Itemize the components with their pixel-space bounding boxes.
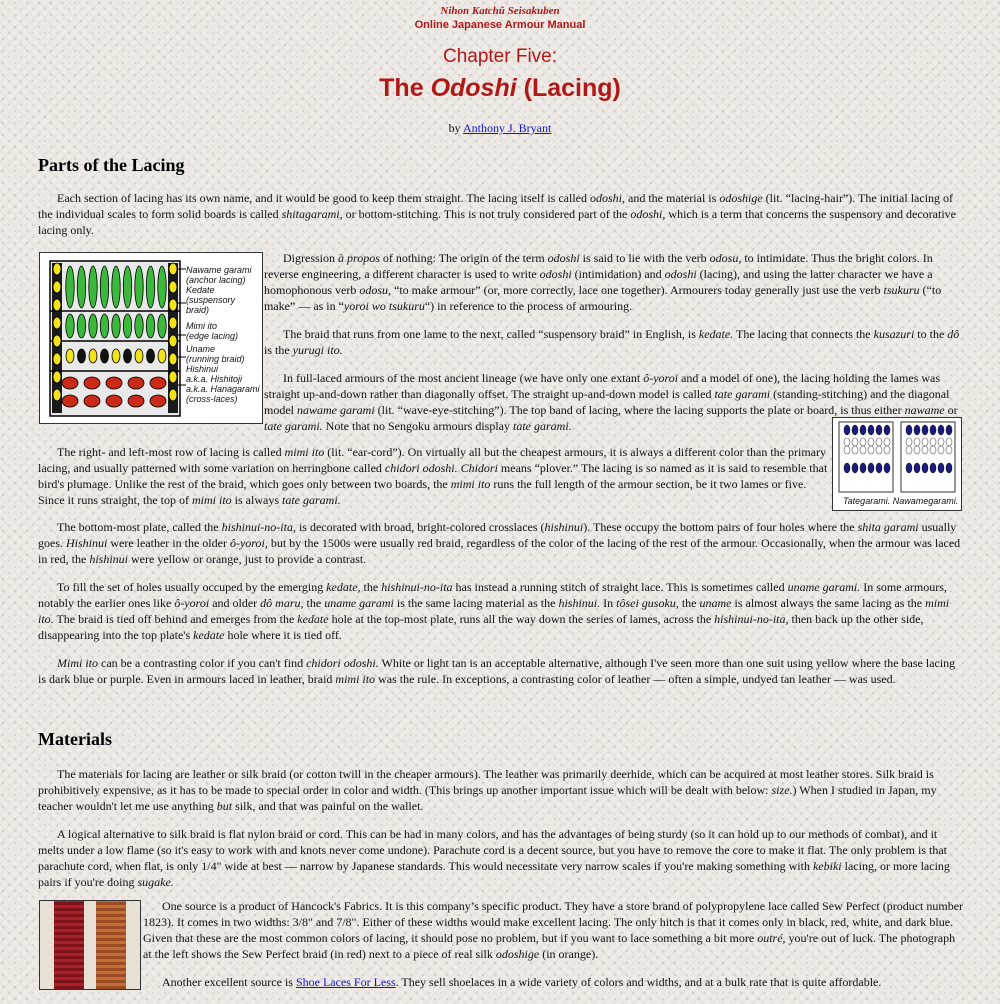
- nawame-garami-lace: [922, 438, 928, 446]
- nawame-garami-lace: [922, 446, 928, 454]
- hishinui-lace: [62, 377, 78, 389]
- lacing-labels: Nawame garami (anchor lacing) Kedate (suspensory braid) Mimi ito (edge lacing) Uname (running braid) Hishinui a.k.a. Hishitoji a.k.a. Hanagarami (cross-laces): [186, 265, 260, 404]
- tate-garami-lace: [860, 446, 866, 454]
- kedate-lace: [158, 314, 166, 338]
- kedate-lace: [146, 266, 154, 308]
- mimi-ito-lace: [53, 281, 61, 293]
- hishinui-lace: [62, 395, 78, 407]
- tate-garami-lace: [876, 438, 882, 446]
- nawame-garami-lace: [946, 446, 952, 454]
- kedate-lace: [77, 314, 85, 338]
- nawame-garami-lace: [930, 463, 936, 473]
- kedate-lace: [123, 266, 131, 308]
- mimi-ito-lace: [169, 389, 177, 401]
- paragraph: Mimi ito can be a contrasting color if you can't find chidori odoshi. White or light tan is an acceptable alternative, although I've seen more than one suit using yellow where the base lacing is dark blue or purple. Even in armours laced in leather, braid mimi ito was the rule. In exceptions, a contrasting color of leather — often a simple, undyed tan leather — was used.: [38, 656, 956, 686]
- nawame-garami-lace: [906, 463, 912, 473]
- mimi-ito-block: [38, 444, 828, 520]
- parts-body: [38, 519, 964, 699]
- kedate-lace: [100, 314, 108, 338]
- paragraph: One source is a product of Hancock's Fabrics. It is this company’s specific product. They have a store brand of polypropylene lace called Sew Perfect (product number 1823). It comes in two widths: 3/8" and 7/8". Either of these widths would make excellent lacing. The only hitch is that it comes only in black, red, white, and dark blue. Given that these are the most common colors of lacing, it should pose no problem, but if you want to lace something a bit more outré, you're out of luck. The photograph at the left shows the Sew Perfect braid (in red) next to a piece of real silk odoshige (in orange).: [143, 899, 964, 961]
- mimi-ito-lace: [53, 353, 61, 365]
- paragraph: The bottom-most plate, called the hishinui-no-ita, is decorated with broad, bright-colored crosslaces (hishinui). These occupy the bottom pairs of four holes where the shita garami usually goes. Hishinui were leather in the older ô-yoroi, but by the 1500s were usually red braid, regardless of the color of the lacing of the rest of the armour. Occasionally, when the armour was laced in red, the hishinui were yellow or orange, just to provide a contrast.: [38, 520, 961, 566]
- mimi-ito-lace: [53, 389, 61, 401]
- section-heading-materials: Materials: [38, 729, 112, 749]
- paragraph: The right- and left-most row of lacing is called mimi ito (lit. “ear-cord”). On virtually all but the cheapest armours, it is always a different color than the primary lacing, and usually patterned with some variation on herringbone called chidori odoshi. Chidori means “plover.” The lacing is so named as it is said to resemble that bird's plumage. Unlike the rest of the braid, which goes only between two boards, the mimi ito runs the full length of the armour section, be it two lames or five. Since it runs straight, the top of mimi ito is always tate garami.: [38, 445, 828, 507]
- page-title: The Odoshi (Lacing): [379, 74, 621, 102]
- paragraph: Each section of lacing has its own name, and it would be good to keep them straight. The lacing itself is called odoshi, and the material is odoshige (lit. “lacing-hair”). The initial lacing of the individual scales to form solid boards is called shitagarami, or bottom-stitching. This is not truly considered part of the odoshi, which is a term that concerns the suspensory and decorative lacing only.: [38, 191, 956, 237]
- kedate-lace: [100, 266, 108, 308]
- nawame-garami-lace: [914, 446, 920, 454]
- nawame-garami-lace: [922, 463, 928, 473]
- nawame-garami-lace: [946, 438, 952, 446]
- tate-garami-lace: [868, 463, 874, 473]
- kedate-lace: [66, 314, 74, 338]
- uname-lace: [78, 349, 86, 363]
- tate-garami-lace: [876, 463, 882, 473]
- byline: by Anthony J. Bryant: [448, 121, 552, 135]
- chapter-label: Chapter Five:: [442, 46, 558, 67]
- tate-garami-lace: [844, 463, 850, 473]
- kedate-lace: [89, 314, 97, 338]
- tate-garami-lace: [844, 446, 850, 454]
- paragraph: In full-laced armours of the most ancient lineage (we have only one extant ô-yoroi and a model of one), the lacing holding the lames was straight up-and-down rather than diagonally offset. The straight up-and-down model is called tate garami (standing-stitching) and the diagonal model nawame garami (lit. “wave-eye-stitching”). The top band of lacing, where the lacing supports the plate or board, is thus either nawame or tate garami. Note that no Sengoku armours display tate garami.: [264, 371, 958, 433]
- author-link[interactable]: Anthony J. Bryant: [463, 121, 552, 135]
- nawame-garami-lace: [938, 463, 944, 473]
- mimi-ito-lace: [53, 263, 61, 275]
- hishinui-lace: [150, 377, 166, 389]
- materials-body: [38, 766, 964, 902]
- mimi-ito-lace: [53, 317, 61, 329]
- uname-lace: [101, 349, 109, 363]
- kedate-lace: [158, 266, 166, 308]
- hishinui-lace: [84, 377, 100, 389]
- tate-garami-lace: [860, 463, 866, 473]
- mimi-ito-lace: [53, 371, 61, 383]
- nawame-garami-lace: [938, 446, 944, 454]
- kedate-lace: [112, 266, 120, 308]
- mimi-ito-lace: [169, 299, 177, 311]
- nawame-garami-lace: [930, 446, 936, 454]
- tate-garami-lace: [852, 438, 858, 446]
- tate-garami-lace: [860, 438, 866, 446]
- parts-intro: [38, 190, 964, 250]
- orange-braid-swatch: [96, 901, 126, 989]
- mimi-ito-lace: [53, 335, 61, 347]
- paragraph: To fill the set of holes usually occuped by the emerging kedate, the hishinui-no-ita has instead a running stitch of straight lace. This is sometimes called uname garami. In some armours, notably the earlier ones like ô-yoroi and older dô maru, the uname garami is the same lacing material as the hishinui. In tôsei gusoku, the uname is almost always the same lacing as the mimi ito. The braid is tied off behind and emerges from the kedate hole at the top-most plate, runs all the way down the series of lames, across the hishinui-no-ita, then back up the other side, disappearing into the top plate's kedate hole where it is tied off.: [38, 580, 950, 642]
- mimi-ito-lace: [169, 371, 177, 383]
- tate-garami-lace: [868, 446, 874, 454]
- shoelaces-link[interactable]: Shoe Laces For Less: [295, 975, 396, 989]
- series-title: Nihon Katchû Seisakuben: [440, 5, 560, 17]
- uname-lace: [158, 349, 166, 363]
- hishinui-lace: [106, 377, 122, 389]
- paragraph: Digression à propos of nothing: The origin of the term odoshi is said to lie with the verb odosu, to intimidate. Thus the bright colors. In reverse engineering, a different character is used to write odoshi (intimidation) and odoshi (lacing), and using the latter character we have a homophonous verb odosu, “to make armour” (or, more correctly, lace one together). Armourers today generally just use the verb tsukuru (“to make” — as in “yoroi wo tsukuru“) in reference to the process of armouring.: [264, 251, 942, 313]
- nawame-garami-lace: [938, 438, 944, 446]
- tate-garami-lace: [884, 438, 890, 446]
- uname-lace: [147, 349, 155, 363]
- hishinui-lace: [128, 377, 144, 389]
- sources-block: [143, 898, 965, 1002]
- page-header: [0, 4, 1000, 102]
- braid-photo: [39, 900, 141, 990]
- kedate-lace: [135, 266, 143, 308]
- hishinui-lace: [106, 395, 122, 407]
- paragraph: Another excellent source is Shoe Laces For Less. They sell shoelaces in a wide variety of colors and widths, and at a bulk rate that is quite affordable.: [162, 975, 882, 989]
- red-braid-swatch: [54, 901, 84, 989]
- hishinui-lace: [128, 395, 144, 407]
- uname-lace: [135, 349, 143, 363]
- paragraph: The materials for lacing are leather or silk braid (or cotton twill in the cheaper armours). The leather was primarily deerhide, which can be acquired at most leather stores. Silk braid is prohibitively expensive, as it has to be made to special order in color and width. (This brings up another important issue which will be dealt with below: size.) When I studied in Japan, my teacher wouldn't let me use anything but silk, and that was painful on the wallet.: [38, 767, 937, 813]
- tate-garami-lace: [844, 438, 850, 446]
- kedate-lace: [77, 266, 85, 308]
- nawame-garami-lace: [914, 463, 920, 473]
- digression-block: [264, 250, 964, 434]
- mimi-ito-lace: [169, 317, 177, 329]
- kedate-lace: [135, 314, 143, 338]
- nawame-garami-lace: [930, 438, 936, 446]
- garami-caption: Tategarami. Nawamegarami.: [843, 496, 959, 506]
- nawame-garami-lace: [906, 438, 912, 446]
- hishinui-lace: [150, 395, 166, 407]
- mimi-ito-lace: [53, 299, 61, 311]
- paragraph: The braid that runs from one lame to the next, called “suspensory braid” in English, is kedate. The lacing that connects the kusazuri to the dô is the yurugi ito.: [264, 327, 960, 357]
- kedate-lace: [123, 314, 131, 338]
- tate-garami-lace: [884, 446, 890, 454]
- kedate-lace: [89, 266, 97, 308]
- tate-garami-lace: [876, 446, 882, 454]
- uname-lace: [112, 349, 120, 363]
- kedate-lace: [112, 314, 120, 338]
- mimi-ito-lace: [169, 281, 177, 293]
- tate-garami-lace: [852, 463, 858, 473]
- tate-garami-lace: [868, 438, 874, 446]
- uname-lace: [124, 349, 132, 363]
- tate-garami-lace: [884, 463, 890, 473]
- lacing-diagram: [39, 252, 263, 424]
- hishinui-lace: [84, 395, 100, 407]
- nawame-garami-lace: [906, 446, 912, 454]
- section-heading-parts: Parts of the Lacing: [38, 155, 185, 175]
- paragraph: A logical alternative to silk braid is flat nylon braid or cord. This can be had in many colors, and has the advantages of being sturdy (so it can hold up to our methods of combat), and it melts under a low flame (so it's easy to work with and knots never come undone). Parachute cord is a decent source, but you have to remove the core to make it flat. The only problem is that parachute cord, when flat, is only 1/4" wide at best — narrow by Japanese standards. This would necessitate very narrow scales if you're making something with kebiki lacing, or more lacing pairs if you're doing sugake.: [38, 827, 950, 889]
- mimi-ito-lace: [169, 263, 177, 275]
- uname-lace: [66, 349, 74, 363]
- tate-garami-lace: [852, 446, 858, 454]
- nawame-garami-lace: [946, 463, 952, 473]
- kedate-lace: [146, 314, 154, 338]
- nawame-garami-lace: [914, 438, 920, 446]
- mimi-ito-lace: [169, 335, 177, 347]
- manual-title: Online Japanese Armour Manual: [414, 19, 586, 31]
- mimi-ito-lace: [169, 353, 177, 365]
- uname-lace: [89, 349, 97, 363]
- kedate-lace: [66, 266, 74, 308]
